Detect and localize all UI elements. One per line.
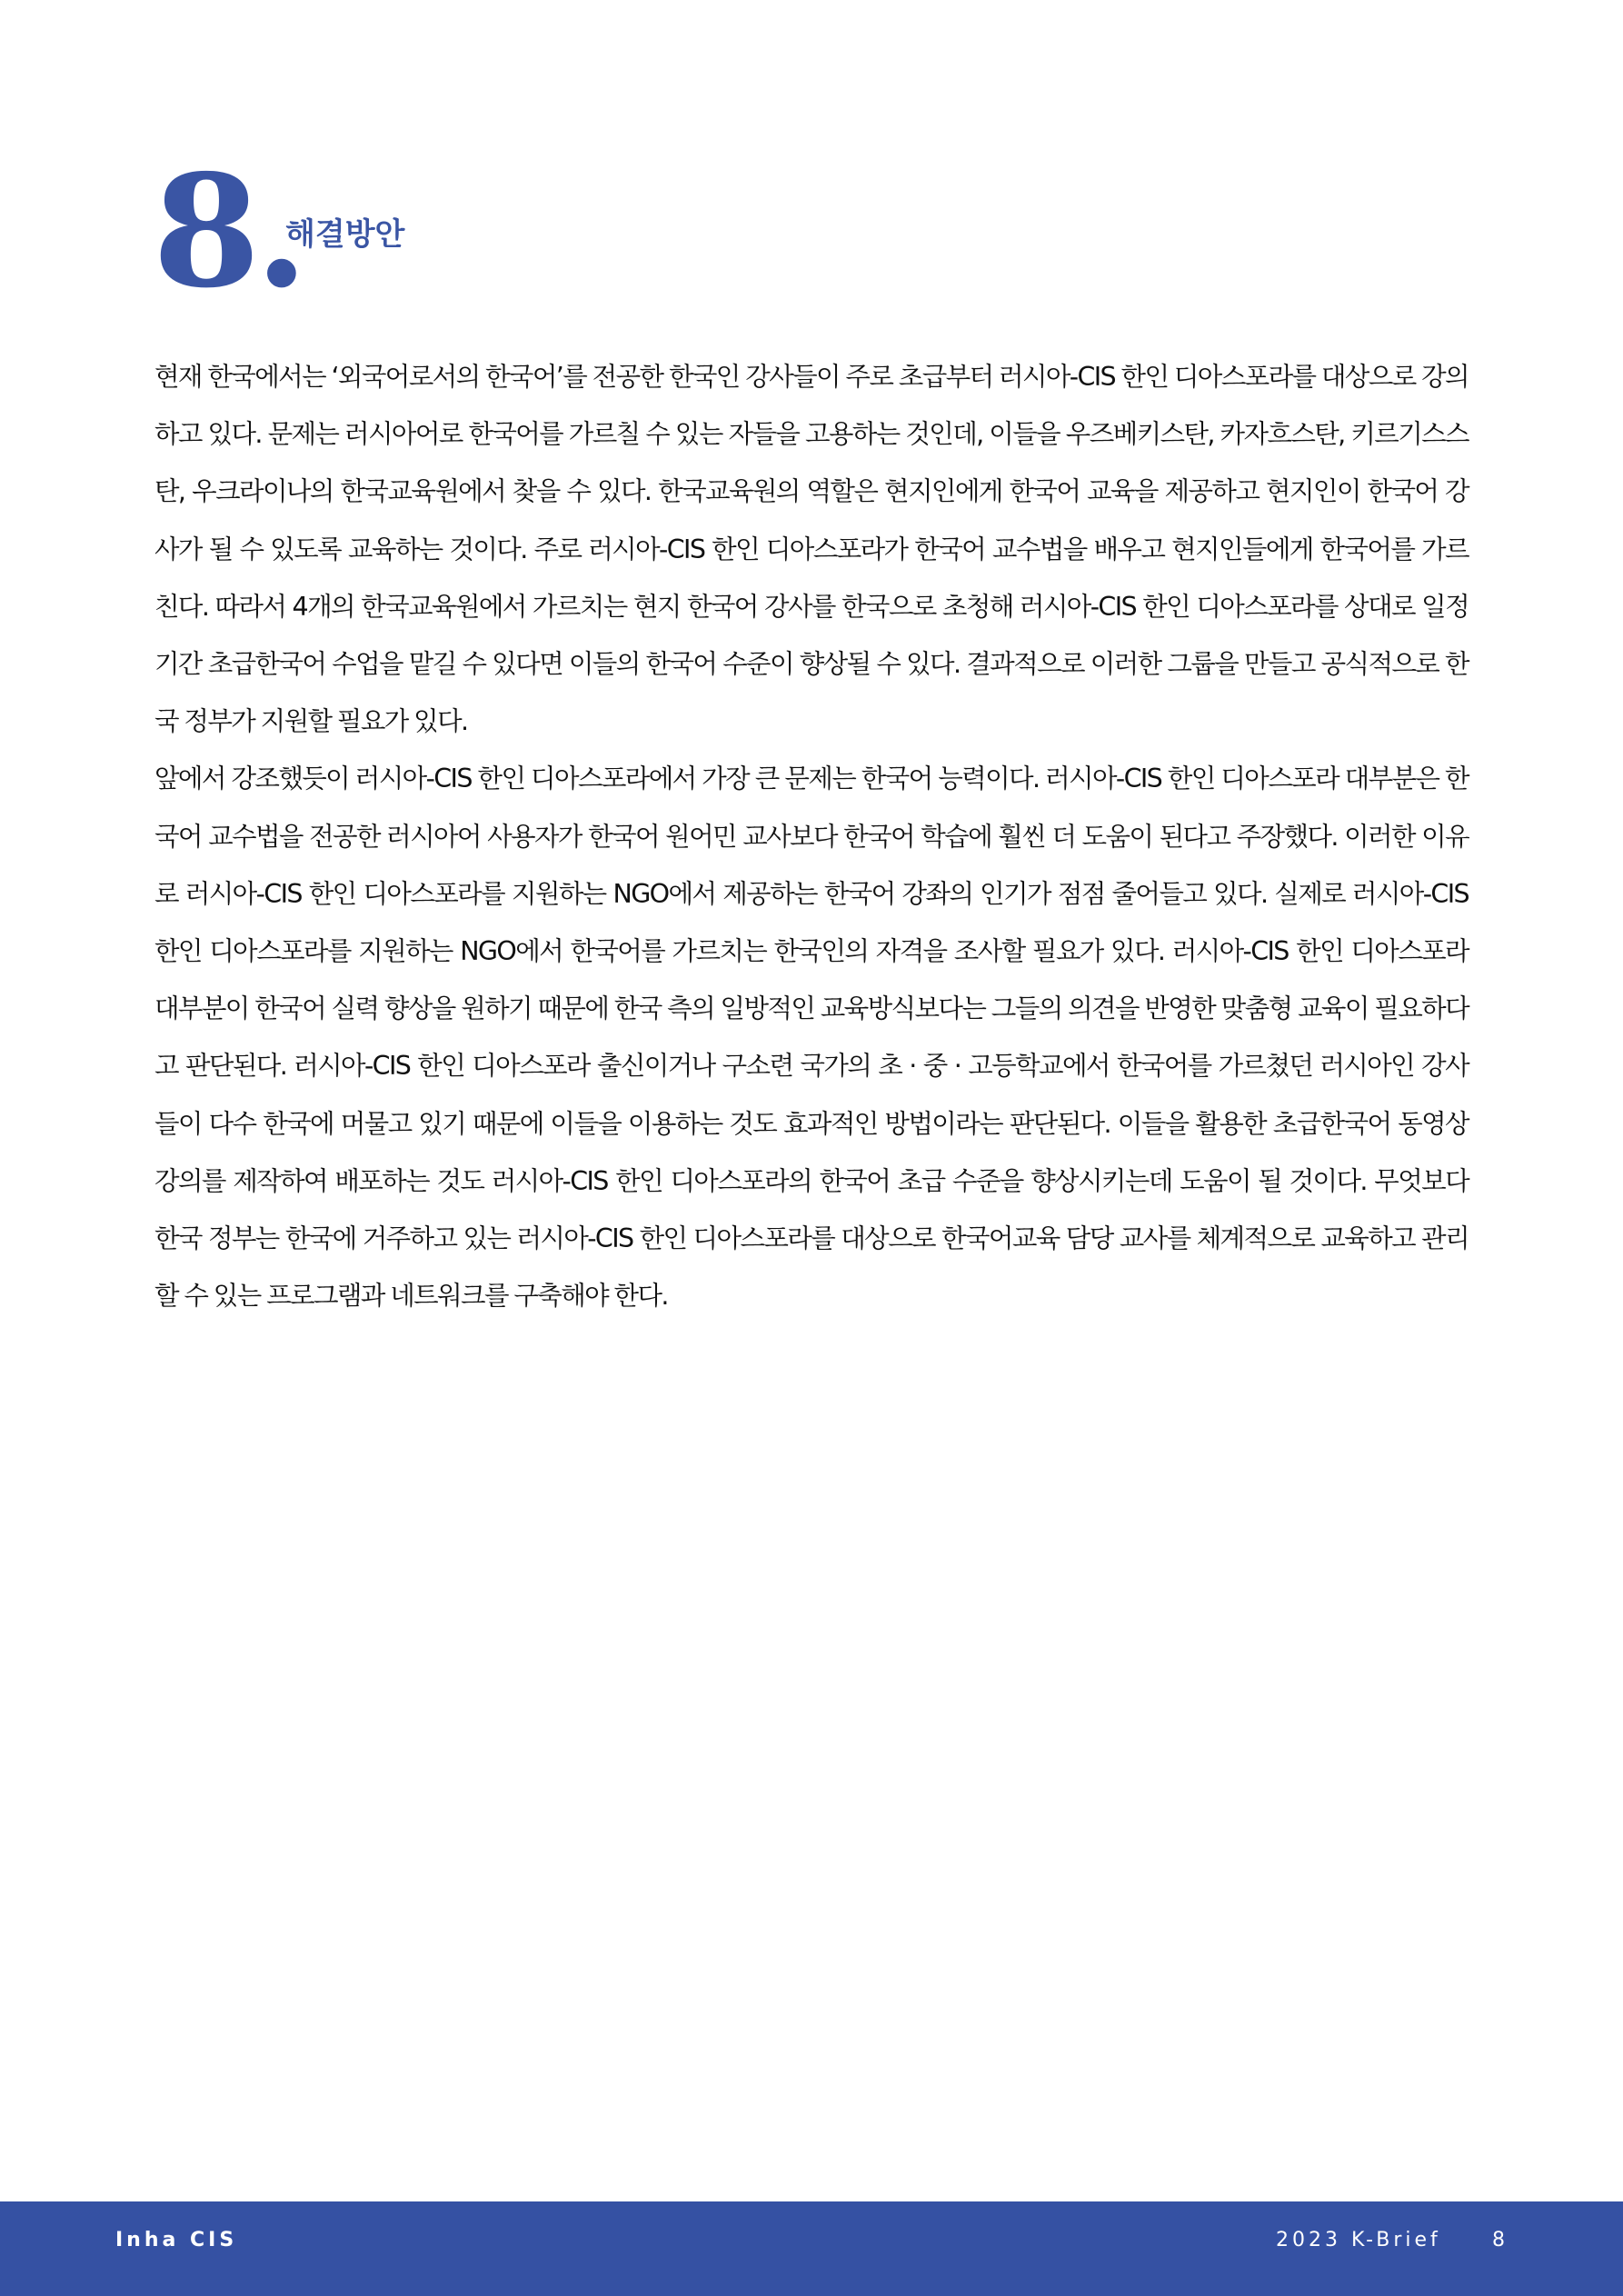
footer-publisher: Inha CIS xyxy=(115,2229,238,2251)
paragraph: 앞에서 강조했듯이 러시아-CIS 한인 디아스포라에서 가장 큰 문제는 한국어 능력이다. 러시아-CIS 한인 디아스포라 대부분은 한국어 교수법을 전공한 러시아어 사용자가 한국어 원어민 교사보다 한국어 학습에 훨씬 더 도움이 된다고 주장했다. 이러한 이유로 러시아-CIS 한인 디아스포라를 지원하는 NGO에서 제공하는 한국어 강좌의 인기가 점점 줄어들고 있다. 실제로 러시아-CIS 한인 디아스포라를 지원하는 NGO에서 한국어를 가르치는 한국인의 자격을 조사할 필요가 있다. 러시아-CIS 한인 디아스포라 대부분이 한국어 실력 향상을 원하기 때문에 한국 측의 일방적인 교육방식보다는 그들의 의견을 반영한 맞춤형 교육이 필요하다고 판단된다. 러시아-CIS 한인 디아스포라 출신이거나 구소련 국가의 초 · 중 · 고등학교에서 한국어를 가르쳤던 러시아인 강사들이 다수 한국에 머물고 있기 때문에 이들을 이용하는 것도 효과적인 방법이라는 판단된다. 이들을 활용한 초급한국어 동영상 강의를 제작하여 배포하는 것도 러시아-CIS 한인 디아스포라의 한국어 초급 수준을 향상시키는데 도움이 될 것이다. 무엇보다 한국 정부는 한국에 거주하고 있는 러시아-CIS 한인 디아스포라를 대상으로 한국어교육 담당 교사를 체계적으로 교육하고 관리할 수 있는 프로그램과 네트워크를 구축해야 한다. xyxy=(154,764,1469,1312)
section-title: 해결방안 xyxy=(285,216,405,253)
paragraph: 현재 한국에서는 ‘외국어로서의 한국어’를 전공한 한국인 강사들이 주로 초급부터 러시아-CIS 한인 디아스포라를 대상으로 강의하고 있다. 문제는 러시아어로 한국어를 가르칠 수 있는 자들을 고용하는 것인데, 이들을 우즈베키스탄, 카자흐스탄, 키르기스스탄, 우크라이나의 한국교육원에서 찾을 수 있다. 한국교육원의 역할은 현지인에게 한국어 교육을 제공하고 현지인이 한국어 강사가 될 수 있도록 교육하는 것이다. 주로 러시아-CIS 한인 디아스포라가 한국어 교수법을 배우고 현지인들에게 한국어를 가르친다. 따라서 4개의 한국교육원에서 가르치는 현지 한국어 강사를 한국으로 초청해 러시아-CIS 한인 디아스포라를 상대로 일정 기간 초급한국어 수업을 맡길 수 있다면 이들의 한국어 수준이 향상될 수 있다. 결과적으로 이러한 그룹을 만들고 공식적으로 한국 정부가 지원할 필요가 있다. xyxy=(154,362,1469,737)
body-text xyxy=(154,348,1469,1324)
section-number: 8. xyxy=(153,141,304,323)
footer-bar xyxy=(0,2201,1623,2296)
section-header xyxy=(153,141,880,323)
footer-publication-title: 2023 K-Brief xyxy=(1276,2229,1441,2251)
page-number: 8 xyxy=(1492,2229,1505,2251)
